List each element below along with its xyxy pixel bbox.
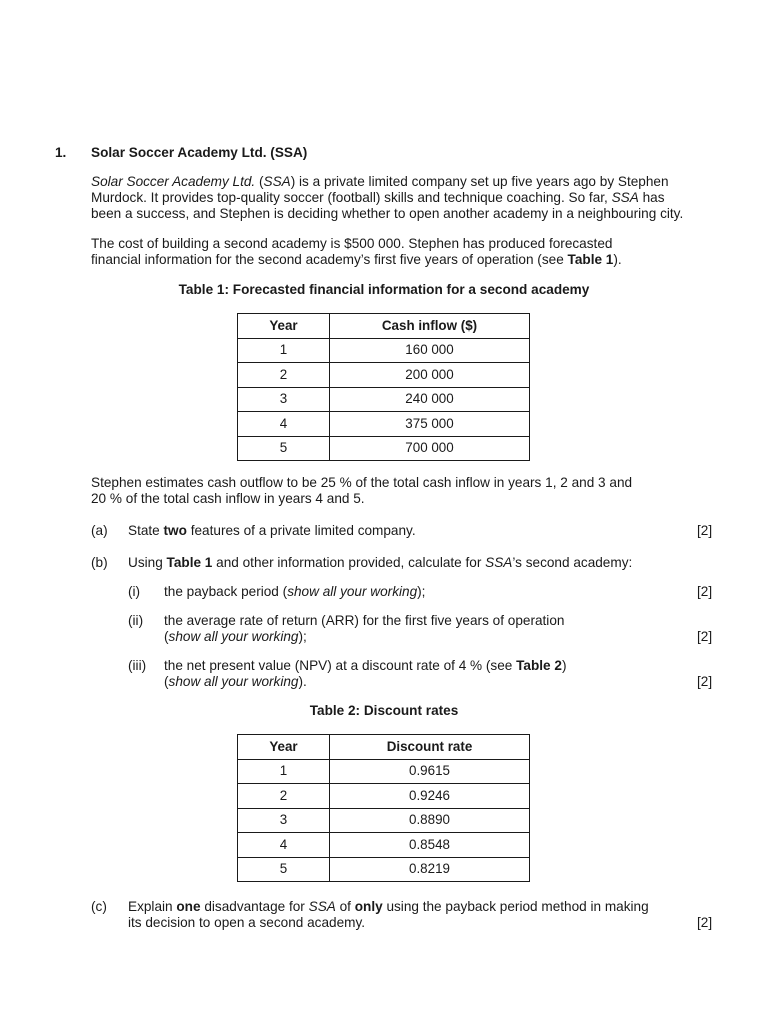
table-cell: 2 [238,363,330,388]
table-cell: 1 [238,759,330,784]
table-row [238,784,530,809]
table-cell: 240 000 [330,387,530,412]
table1 [237,313,530,461]
part-b-ii-marks: [2] [697,629,713,644]
table-cell: 4 [238,412,330,437]
table-header: Discount rate [330,735,530,760]
part-a-text: State two features of a private limited company. [128,523,416,538]
table-cell: 2 [238,784,330,809]
cost-paragraph [91,236,711,268]
table-cell: 0.9246 [330,784,530,809]
part-b-label: (b) [91,555,108,570]
table-row [238,338,530,363]
part-a-marks: [2] [697,523,713,538]
table-row [238,436,530,461]
outflow-line-2: 20 % of the total cash inflow in years 4 and 5. [91,491,365,506]
table-cell: 375 000 [330,412,530,437]
intro-line-2: Murdock. It provides top-quality soccer (football) skills and technique coaching. So far, SSA has [91,190,665,205]
table-header-row [238,314,530,339]
table-header: Cash inflow ($) [330,314,530,339]
table-header: Year [238,735,330,760]
part-c-text: Explain one disadvantage for SSA of only using the payback period method in making its decision to open a second academy. [128,899,649,930]
part-b-iii-text: the net present value (NPV) at a discount rate of 4 % (see Table 2) (show all your working). [164,658,567,689]
part-a-label: (a) [91,523,108,538]
cost-line-2: financial information for the second academy’s first five years of operation (see Table 1). [91,252,622,267]
table-cell: 3 [238,808,330,833]
intro-paragraph [91,174,711,222]
outflow-paragraph [91,475,711,507]
part-b-ii-label: (ii) [128,613,144,628]
question-title: Solar Soccer Academy Ltd. (SSA) [91,145,308,160]
table-cell: 200 000 [330,363,530,388]
table-row [238,412,530,437]
table-cell: 700 000 [330,436,530,461]
part-c-marks: [2] [697,915,713,930]
table-row [238,759,530,784]
table-cell: 5 [238,857,330,882]
table-cell: 160 000 [330,338,530,363]
part-b-ii-text: the average rate of return (ARR) for the first five years of operation (show all your working); [164,613,565,644]
cost-line-1: The cost of building a second academy is $500 000. Stephen has produced forecasted [91,236,613,251]
table-row [238,857,530,882]
question-number: 1. [55,145,67,160]
part-b-i-marks: [2] [697,584,713,599]
table-row [238,387,530,412]
part-b-i-text: the payback period (show all your working); [164,584,426,599]
part-b-text: Using Table 1 and other information provided, calculate for SSA’s second academy: [128,555,633,570]
part-b-iii-marks: [2] [697,674,713,689]
table-cell: 0.8219 [330,857,530,882]
outflow-line-1: Stephen estimates cash outflow to be 25 % of the total cash inflow in years 1, 2 and 3 and [91,475,633,490]
table-cell: 0.9615 [330,759,530,784]
part-b-iii-label: (iii) [128,658,147,673]
table1-caption: Table 1: Forecasted financial information for a second academy [178,282,590,297]
table-cell: 4 [238,833,330,858]
table-cell: 0.8548 [330,833,530,858]
table2 [237,734,530,882]
intro-line-3: been a success, and Stephen is deciding whether to open another academy in a neighbouring city. [91,206,684,221]
table2-caption: Table 2: Discount rates [309,703,459,718]
table-row [238,808,530,833]
table-row [238,363,530,388]
table-header: Year [238,314,330,339]
part-c-label: (c) [91,899,107,914]
intro-line-1: Solar Soccer Academy Ltd. (SSA) is a private limited company set up five years ago by Stephen [91,174,669,189]
part-b-i-label: (i) [128,584,141,599]
table-cell: 3 [238,387,330,412]
table-row [238,833,530,858]
table-cell: 0.8890 [330,808,530,833]
table-cell: 5 [238,436,330,461]
table-header-row [238,735,530,760]
table-cell: 1 [238,338,330,363]
